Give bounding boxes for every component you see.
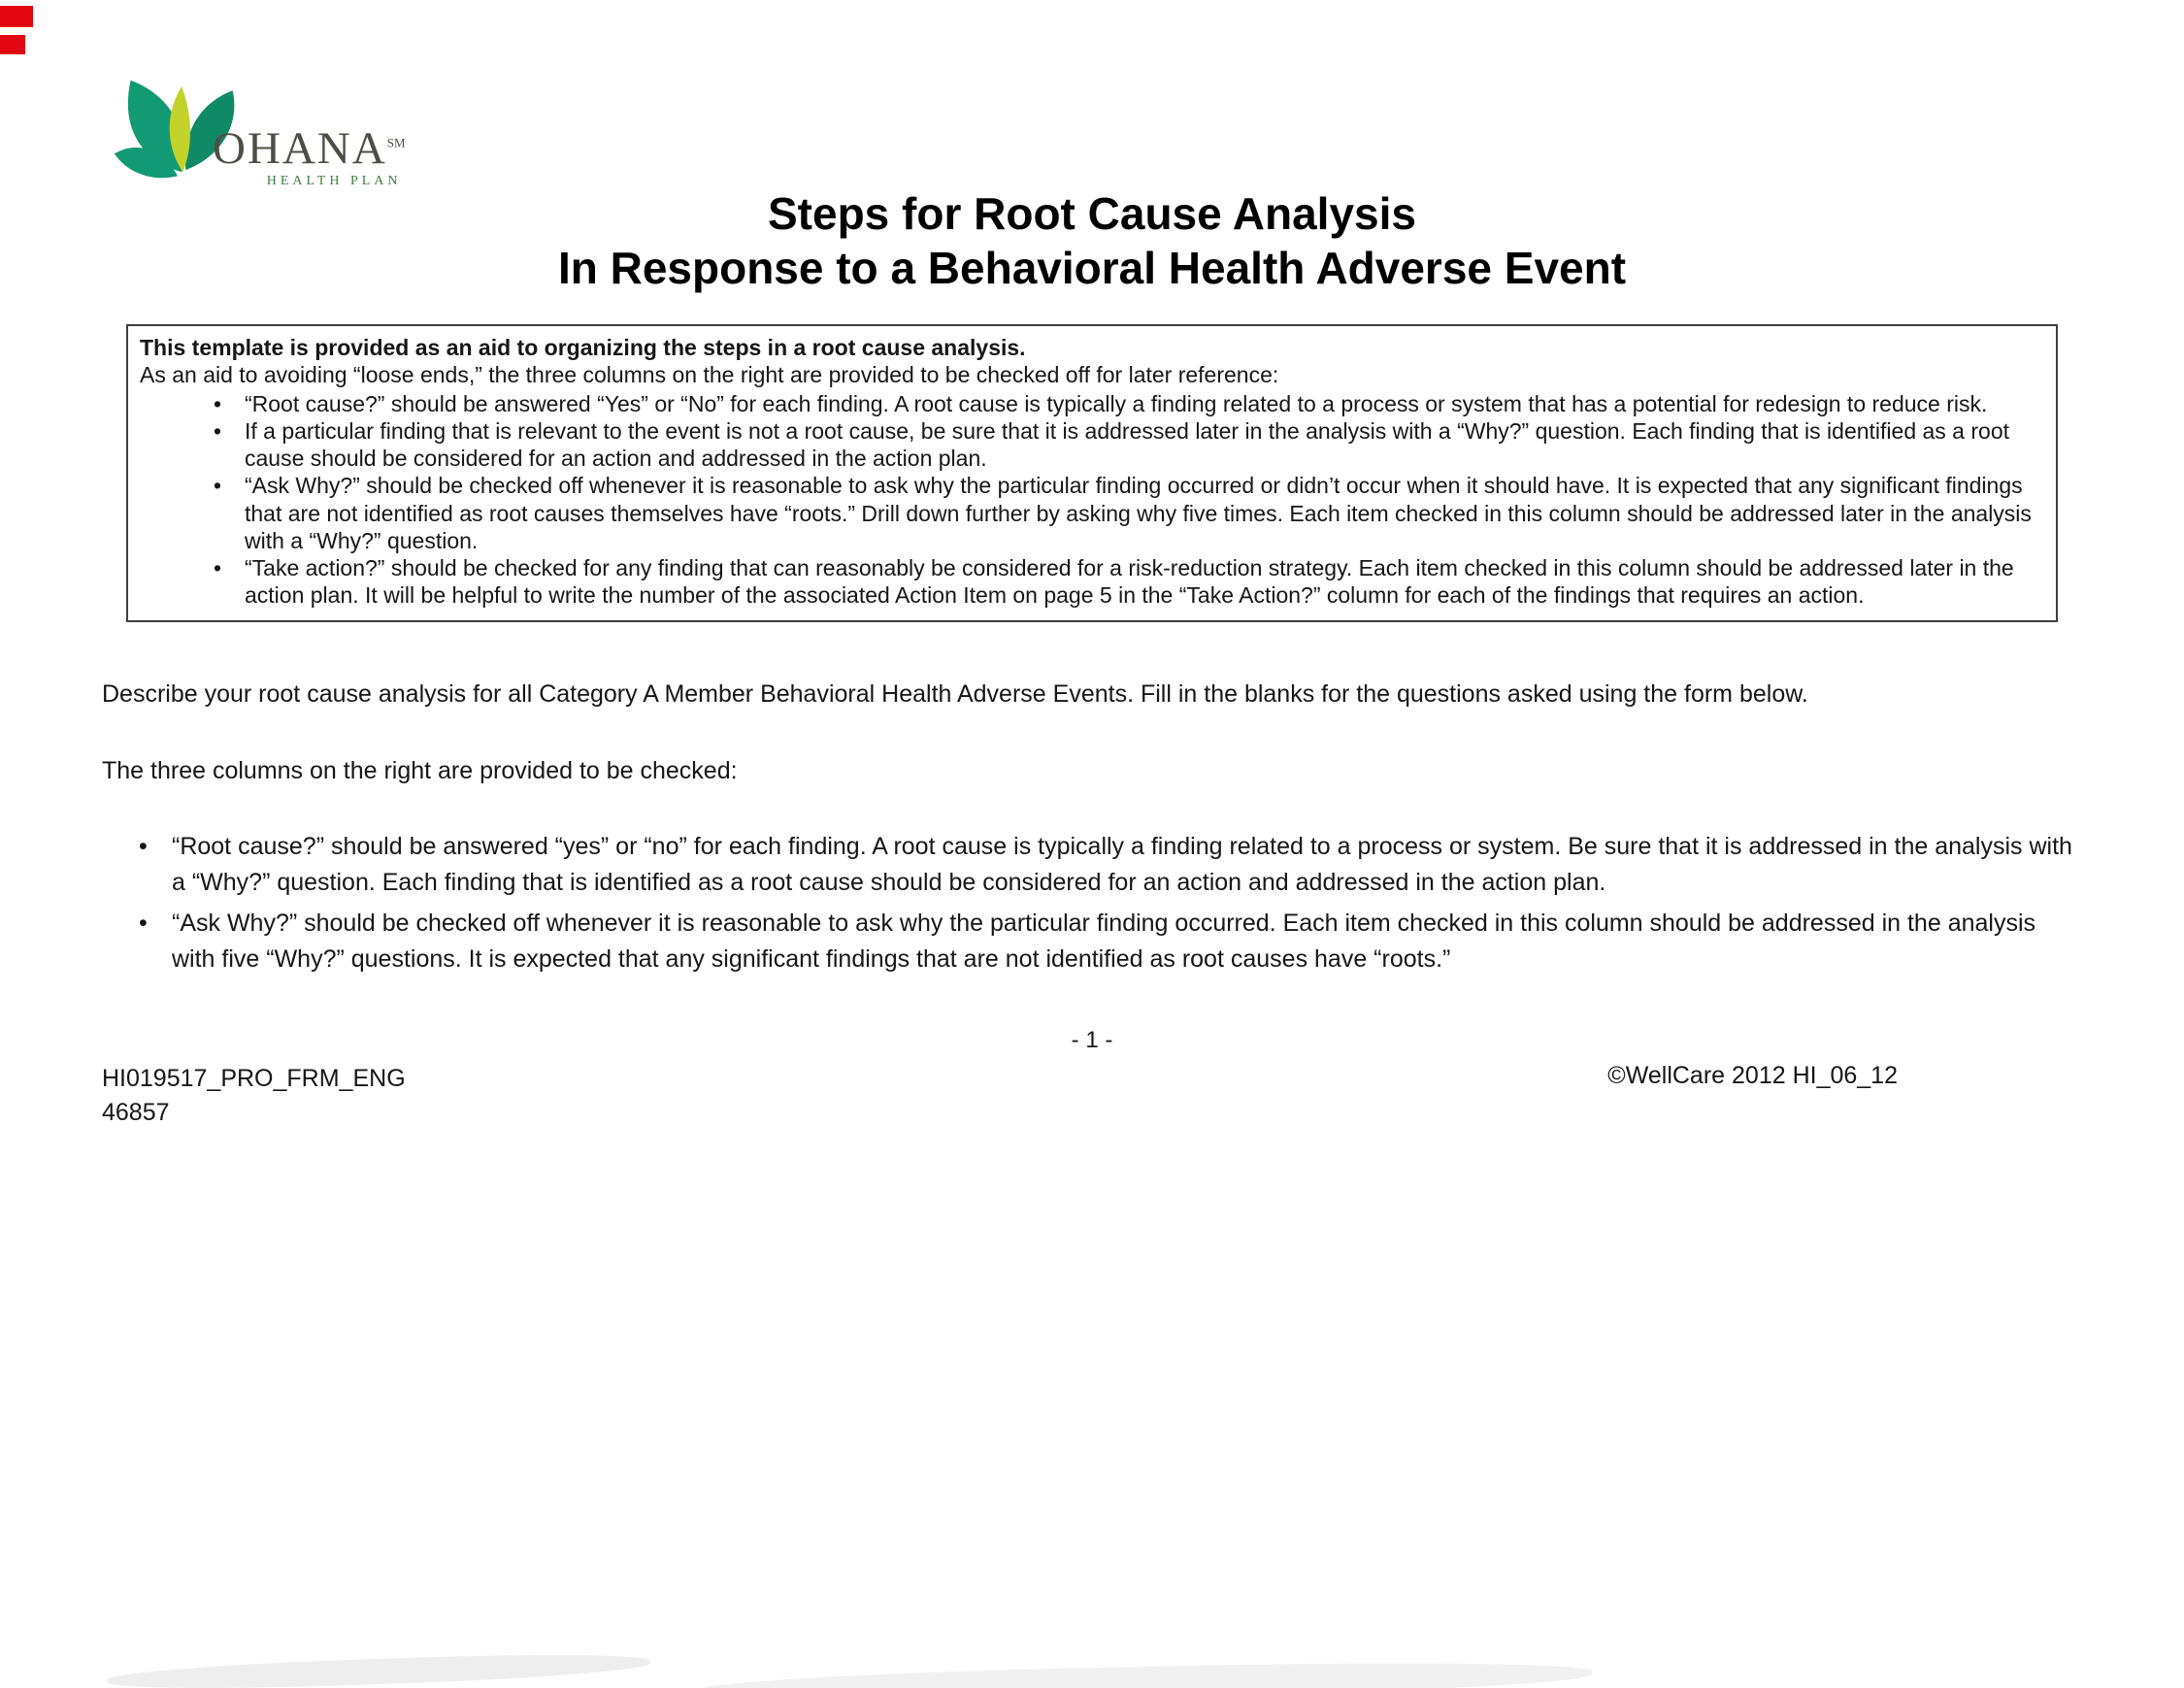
gray-scan-artifact (107, 1649, 651, 1688)
info-bullet-relevant-finding: • If a particular finding that is relevant to the event is not a root cause, be sure that it is addressed later in the analysis with a “Why?” question. Each finding that is identified as a root cause should be considered for an action and addressed in the action plan. (212, 417, 2040, 472)
info-box-intro: As an aid to avoiding “loose ends,” the three columns on the right are provided to be checked off for later reference: (140, 362, 1279, 388)
red-scan-artifact (0, 35, 25, 54)
info-bullet-ask-why: • “Ask Why?” should be checked off whenever it is reasonable to ask why the particular finding occurred or didn’t occur when it should have. It is expected that any significant findings that are not identified as root causes themselves have “roots.” Drill down further by asking why five times. Each item checked in this column should be addressed later in the analysis with a “Why?” question. (212, 472, 2040, 553)
logo-name (213, 123, 406, 174)
instructions-paragraph: Describe your root cause analysis for all Category A Member Behavioral Health Adverse Events. Fill in the blanks for the questions asked using the form below. (102, 679, 1808, 708)
body-bullet-ask-why: • “Ask Why?” should be checked off whenever it is reasonable to ask why the particular finding occurred. Each item checked in this column should be addressed in the analysis with five “Why?” questions. It is expected that any significant findings that are not identified as root causes have “roots.” (139, 906, 2082, 978)
info-bullet-root-cause: • “Root cause?” should be answered “Yes” or “No” for each finding. A root cause is typically a finding related to a process or system that has a potential for redesign to reduce risk. (212, 390, 2040, 417)
info-box-heading: This template is provided as an aid to organizing the steps in a root cause analysis. (140, 335, 1026, 361)
ohana-logo (102, 66, 406, 188)
page-number: - 1 - (1071, 1026, 1113, 1053)
info-bullet-take-action: • “Take action?” should be checked for any finding that can reasonably be considered for a risk-reduction strategy. Each item checked in this column should be addressed later in the action plan. It will be helpful to write the number of the associated Action Item on page 5 in the “Take Action?” column for each of the findings that requires an action. (212, 554, 2040, 609)
footer-form-id: HI019517_PRO_FRM_ENG (102, 1064, 406, 1092)
page-title-line2: In Response to a Behavioral Health Adverse Event (557, 243, 1627, 294)
logo-subtitle: HEALTH PLAN (266, 174, 402, 188)
template-info-box (126, 324, 2058, 621)
info-box-bullet-list (140, 390, 2040, 608)
gray-scan-artifact (699, 1657, 1592, 1688)
footer-copyright: ©WellCare 2012 HI_06_12 (1607, 1061, 1898, 1089)
footer (102, 1062, 2082, 1130)
page-title-line1: Steps for Root Cause Analysis (767, 188, 1416, 239)
body-bullet-root-cause: • “Root cause?” should be answered “yes” or “no” for each finding. A root cause is typically a finding related to a process or system. Be sure that it is addressed in the analysis with a “Why?” question. Each finding that is identified as a root cause should be considered for an action and addressed in the action plan. (139, 829, 2082, 902)
red-scan-artifact (0, 6, 33, 27)
logo-text (213, 123, 406, 188)
footer-form-number: 46857 (102, 1098, 170, 1126)
columns-intro-paragraph: The three columns on the right are provided to be checked: (102, 757, 738, 785)
body-bullet-list (102, 829, 2082, 978)
footer-form-code (102, 1062, 406, 1130)
logo-trademark: SM (386, 135, 406, 150)
logo-wordmark: OHANA (213, 123, 387, 174)
